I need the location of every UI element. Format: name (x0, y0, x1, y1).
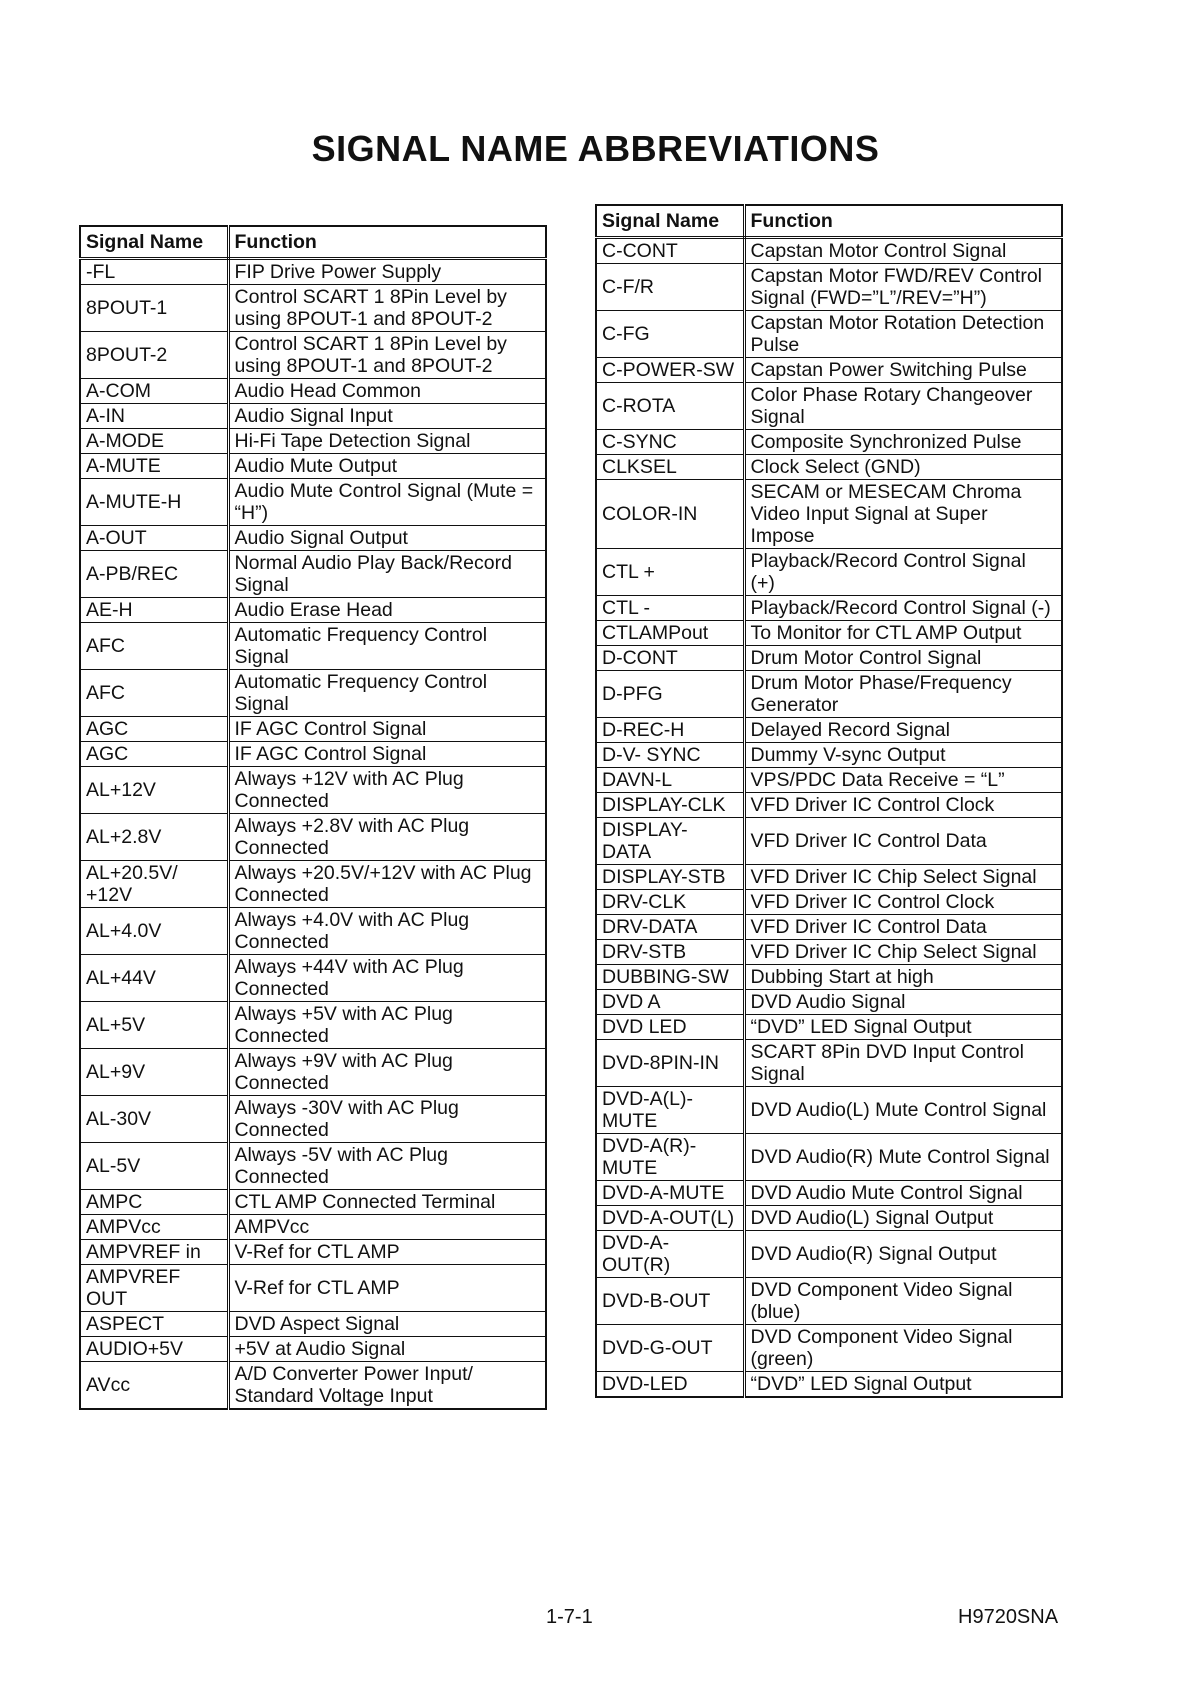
table-row (80, 379, 546, 404)
header-signal-name: Signal Name (596, 205, 744, 238)
function-cell: Control SCART 1 8Pin Level by using 8POUT-1 and 8POUT-2 (228, 285, 546, 332)
signal-name-cell: DRV-DATA (596, 915, 744, 940)
function-cell: Dummy V-sync Output (744, 743, 1062, 768)
signal-name-cell: DVD-A-MUTE (596, 1181, 744, 1206)
table-row (596, 1181, 1062, 1206)
function-cell: Delayed Record Signal (744, 718, 1062, 743)
signal-name-cell: COLOR-IN (596, 480, 744, 549)
table-row (80, 551, 546, 598)
table-row (80, 670, 546, 717)
table-row (596, 358, 1062, 383)
table-row (596, 455, 1062, 480)
table-row (596, 1325, 1062, 1372)
table-row (596, 311, 1062, 358)
function-cell: V-Ref for CTL AMP (228, 1240, 546, 1265)
signal-name-cell: AMPVcc (80, 1215, 228, 1240)
signal-name-cell: D-CONT (596, 646, 744, 671)
signal-name-cell: AL-5V (80, 1143, 228, 1190)
function-cell: Control SCART 1 8Pin Level by using 8POUT-1 and 8POUT-2 (228, 332, 546, 379)
function-cell: Audio Mute Control Signal (Mute = “H”) (228, 479, 546, 526)
function-cell: V-Ref for CTL AMP (228, 1265, 546, 1312)
function-cell: CTL AMP Connected Terminal (228, 1190, 546, 1215)
table-row (80, 908, 546, 955)
signal-name-cell: AL+12V (80, 767, 228, 814)
function-cell: Hi-Fi Tape Detection Signal (228, 429, 546, 454)
signal-name-cell: AL-30V (80, 1096, 228, 1143)
function-cell: Always +44V with AC Plug Connected (228, 955, 546, 1002)
signal-name-cell: C-CONT (596, 238, 744, 264)
signal-name-cell: A-OUT (80, 526, 228, 551)
function-cell: Capstan Power Switching Pulse (744, 358, 1062, 383)
signal-name-cell: AMPVREF OUT (80, 1265, 228, 1312)
table-row (596, 965, 1062, 990)
signal-name-cell: AL+20.5V/ +12V (80, 861, 228, 908)
page-title: SIGNAL NAME ABBREVIATIONS (311, 128, 880, 169)
table-row (596, 990, 1062, 1015)
signal-name-cell: DISPLAY-CLK (596, 793, 744, 818)
function-cell: DVD Audio(L) Signal Output (744, 1206, 1062, 1231)
table-row (80, 1096, 546, 1143)
function-cell: Playback/Record Control Signal (-) (744, 596, 1062, 621)
signal-name-cell: 8POUT-2 (80, 332, 228, 379)
signal-name-cell: C-SYNC (596, 430, 744, 455)
function-cell: Drum Motor Phase/Frequency Generator (744, 671, 1062, 718)
signal-table-right (595, 204, 1063, 1398)
function-cell: Audio Head Common (228, 379, 546, 404)
signal-name-cell: DVD-A(L)- MUTE (596, 1087, 744, 1134)
table-row (80, 1312, 546, 1337)
function-cell: To Monitor for CTL AMP Output (744, 621, 1062, 646)
table-row (80, 404, 546, 429)
signal-name-cell: DVD-A-OUT(L) (596, 1206, 744, 1231)
function-cell: Clock Select (GND) (744, 455, 1062, 480)
table-row (596, 890, 1062, 915)
signal-name-cell: C-FG (596, 311, 744, 358)
header-signal-name: Signal Name (80, 226, 228, 259)
function-cell: +5V at Audio Signal (228, 1337, 546, 1362)
signal-name-cell: -FL (80, 259, 228, 285)
signal-name-cell: C-F/R (596, 264, 744, 311)
function-cell: VFD Driver IC Chip Select Signal (744, 940, 1062, 965)
signal-name-cell: DVD-A- OUT(R) (596, 1231, 744, 1278)
table-row (596, 596, 1062, 621)
function-cell: DVD Audio Signal (744, 990, 1062, 1015)
function-cell: Always +12V with AC Plug Connected (228, 767, 546, 814)
table-row (596, 718, 1062, 743)
table-row (80, 332, 546, 379)
table-row (80, 1362, 546, 1410)
signal-name-cell: DVD-LED (596, 1372, 744, 1398)
function-cell: Audio Signal Output (228, 526, 546, 551)
function-cell: Dubbing Start at high (744, 965, 1062, 990)
signal-name-cell: DVD-A(R)- MUTE (596, 1134, 744, 1181)
function-cell: DVD Audio Mute Control Signal (744, 1181, 1062, 1206)
function-cell: VFD Driver IC Chip Select Signal (744, 865, 1062, 890)
function-cell: Playback/Record Control Signal (+) (744, 549, 1062, 596)
signal-name-cell: DVD-8PIN-IN (596, 1040, 744, 1087)
function-cell: DVD Component Video Signal (green) (744, 1325, 1062, 1372)
table-row (596, 238, 1062, 264)
table-body-right (596, 238, 1062, 1398)
function-cell: Always +4.0V with AC Plug Connected (228, 908, 546, 955)
function-cell: Capstan Motor FWD/REV Control Signal (FWD=”L”/REV=”H”) (744, 264, 1062, 311)
table-row (596, 671, 1062, 718)
table-row (596, 646, 1062, 671)
table-row (80, 1143, 546, 1190)
signal-name-cell: A-IN (80, 404, 228, 429)
table-row (80, 814, 546, 861)
signal-name-cell: AMPC (80, 1190, 228, 1215)
signal-name-cell: AMPVREF in (80, 1240, 228, 1265)
function-cell: Composite Synchronized Pulse (744, 430, 1062, 455)
table-row (596, 1134, 1062, 1181)
table-header-row (596, 205, 1062, 238)
table-row (80, 1049, 546, 1096)
table-row (596, 915, 1062, 940)
function-cell: DVD Audio(R) Mute Control Signal (744, 1134, 1062, 1181)
function-cell: VFD Driver IC Control Data (744, 818, 1062, 865)
table-row (80, 623, 546, 670)
page-number: 1-7-1 (546, 1606, 593, 1628)
table-row (596, 430, 1062, 455)
table-row (596, 1231, 1062, 1278)
function-cell: Automatic Frequency Control Signal (228, 670, 546, 717)
function-cell: VFD Driver IC Control Clock (744, 793, 1062, 818)
table-row (596, 818, 1062, 865)
function-cell: Audio Signal Input (228, 404, 546, 429)
function-cell: VFD Driver IC Control Clock (744, 890, 1062, 915)
table-row (80, 598, 546, 623)
signal-name-cell: AFC (80, 623, 228, 670)
table-row (80, 479, 546, 526)
table-row (80, 1265, 546, 1312)
table-body-left (80, 259, 546, 1410)
signal-name-cell: DRV-CLK (596, 890, 744, 915)
signal-name-cell: C-ROTA (596, 383, 744, 430)
signal-name-cell: AFC (80, 670, 228, 717)
function-cell: Drum Motor Control Signal (744, 646, 1062, 671)
signal-name-cell: DISPLAY-DATA (596, 818, 744, 865)
function-cell: VPS/PDC Data Receive = “L” (744, 768, 1062, 793)
table-row (80, 526, 546, 551)
signal-name-cell: AL+5V (80, 1002, 228, 1049)
function-cell: “DVD” LED Signal Output (744, 1015, 1062, 1040)
table-row (596, 1040, 1062, 1087)
function-cell: FIP Drive Power Supply (228, 259, 546, 285)
signal-name-cell: ASPECT (80, 1312, 228, 1337)
table-row (80, 742, 546, 767)
signal-name-cell: D-REC-H (596, 718, 744, 743)
table-row (596, 1015, 1062, 1040)
function-cell: Color Phase Rotary Changeover Signal (744, 383, 1062, 430)
function-cell: Capstan Motor Rotation Detection Pulse (744, 311, 1062, 358)
signal-name-cell: A-PB/REC (80, 551, 228, 598)
table-row (80, 1190, 546, 1215)
table-row (596, 793, 1062, 818)
table-row (596, 940, 1062, 965)
table-row (596, 1206, 1062, 1231)
function-cell: Automatic Frequency Control Signal (228, 623, 546, 670)
function-cell: Normal Audio Play Back/Record Signal (228, 551, 546, 598)
function-cell: Audio Erase Head (228, 598, 546, 623)
function-cell: A/D Converter Power Input/ Standard Voltage Input (228, 1362, 546, 1410)
table-row (80, 861, 546, 908)
signal-name-cell: AGC (80, 717, 228, 742)
table-row (596, 480, 1062, 549)
function-cell: Always -5V with AC Plug Connected (228, 1143, 546, 1190)
table-header-row (80, 226, 546, 259)
function-cell: DVD Audio(L) Mute Control Signal (744, 1087, 1062, 1134)
document-code: H9720SNA (958, 1606, 1059, 1628)
table-row (596, 621, 1062, 646)
function-cell: Always +20.5V/+12V with AC Plug Connected (228, 861, 546, 908)
function-cell: SCART 8Pin DVD Input Control Signal (744, 1040, 1062, 1087)
table-row (596, 1278, 1062, 1325)
signal-name-cell: DISPLAY-STB (596, 865, 744, 890)
signal-name-cell: 8POUT-1 (80, 285, 228, 332)
function-cell: Capstan Motor Control Signal (744, 238, 1062, 264)
table-row (596, 865, 1062, 890)
function-cell: Audio Mute Output (228, 454, 546, 479)
signal-name-cell: D-PFG (596, 671, 744, 718)
signal-name-cell: CLKSEL (596, 455, 744, 480)
function-cell: Always -30V with AC Plug Connected (228, 1096, 546, 1143)
table-row (596, 1372, 1062, 1398)
function-cell: DVD Audio(R) Signal Output (744, 1231, 1062, 1278)
signal-name-cell: AL+44V (80, 955, 228, 1002)
table-row (596, 743, 1062, 768)
signal-name-cell: DUBBING-SW (596, 965, 744, 990)
table-row (80, 429, 546, 454)
signal-name-cell: DVD-G-OUT (596, 1325, 744, 1372)
table-row (80, 1240, 546, 1265)
function-cell: IF AGC Control Signal (228, 742, 546, 767)
signal-name-cell: A-MUTE-H (80, 479, 228, 526)
signal-table-left (79, 225, 547, 1410)
signal-name-cell: AUDIO+5V (80, 1337, 228, 1362)
header-function: Function (228, 226, 546, 259)
signal-name-cell: AGC (80, 742, 228, 767)
table-row (596, 768, 1062, 793)
table-row (80, 767, 546, 814)
signal-name-cell: AL+2.8V (80, 814, 228, 861)
signal-name-cell: DRV-STB (596, 940, 744, 965)
signal-name-cell: CTLAMPout (596, 621, 744, 646)
table-row (80, 285, 546, 332)
header-function: Function (744, 205, 1062, 238)
function-cell: VFD Driver IC Control Data (744, 915, 1062, 940)
function-cell: “DVD” LED Signal Output (744, 1372, 1062, 1398)
function-cell: IF AGC Control Signal (228, 717, 546, 742)
signal-name-cell: AL+4.0V (80, 908, 228, 955)
table-row (80, 1215, 546, 1240)
signal-name-cell: A-COM (80, 379, 228, 404)
signal-name-cell: DAVN-L (596, 768, 744, 793)
function-cell: DVD Aspect Signal (228, 1312, 546, 1337)
signal-name-cell: D-V- SYNC (596, 743, 744, 768)
function-cell: DVD Component Video Signal (blue) (744, 1278, 1062, 1325)
signal-name-cell: AE-H (80, 598, 228, 623)
signal-name-cell: DVD LED (596, 1015, 744, 1040)
signal-name-cell: AVcc (80, 1362, 228, 1410)
function-cell: AMPVcc (228, 1215, 546, 1240)
table-row (596, 264, 1062, 311)
signal-name-cell: CTL - (596, 596, 744, 621)
signal-name-cell: C-POWER-SW (596, 358, 744, 383)
signal-name-cell: AL+9V (80, 1049, 228, 1096)
function-cell: Always +5V with AC Plug Connected (228, 1002, 546, 1049)
signal-name-cell: DVD-B-OUT (596, 1278, 744, 1325)
function-cell: Always +9V with AC Plug Connected (228, 1049, 546, 1096)
table-row (80, 454, 546, 479)
table-row (80, 717, 546, 742)
function-cell: Always +2.8V with AC Plug Connected (228, 814, 546, 861)
table-row (80, 1337, 546, 1362)
signal-name-cell: A-MUTE (80, 454, 228, 479)
signal-name-cell: DVD A (596, 990, 744, 1015)
signal-name-cell: CTL + (596, 549, 744, 596)
function-cell: SECAM or MESECAM Chroma Video Input Signal at Super Impose (744, 480, 1062, 549)
signal-name-cell: A-MODE (80, 429, 228, 454)
table-row (80, 259, 546, 285)
table-row (80, 955, 546, 1002)
table-row (596, 549, 1062, 596)
table-row (596, 383, 1062, 430)
table-row (596, 1087, 1062, 1134)
table-row (80, 1002, 546, 1049)
